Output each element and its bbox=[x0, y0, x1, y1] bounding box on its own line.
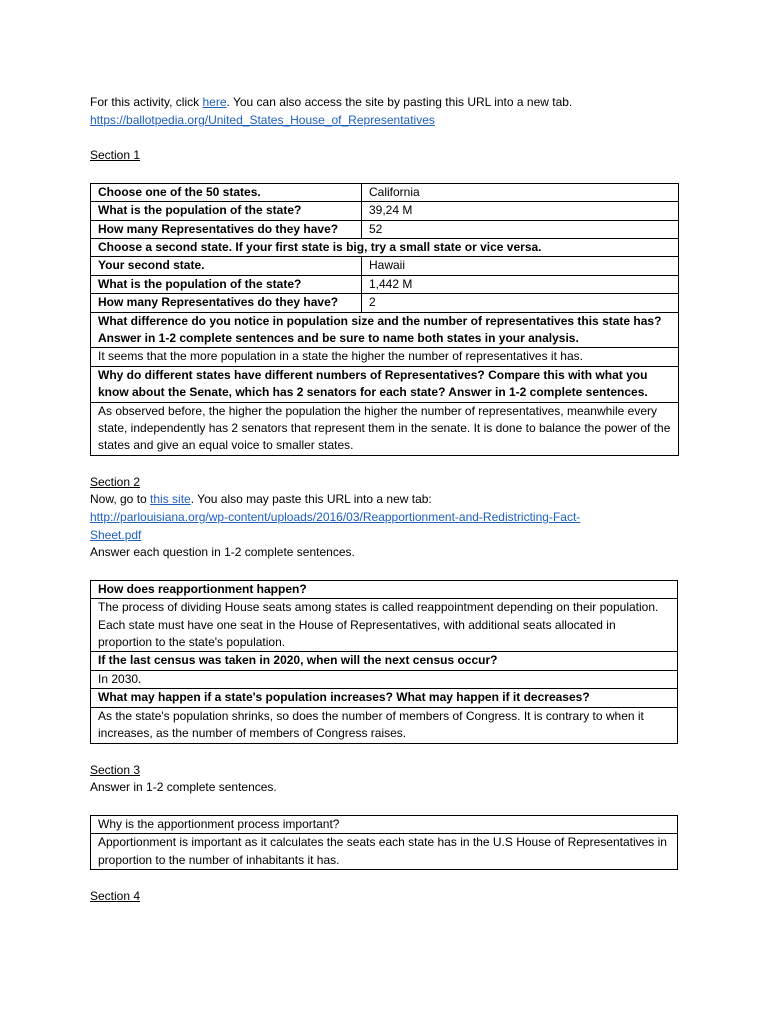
question-cell: Why is the apportionment process important? bbox=[91, 815, 678, 833]
section-4-heading: Section 4 bbox=[90, 888, 141, 903]
table-row bbox=[91, 366, 679, 402]
answer-cell: In 2030. bbox=[91, 670, 678, 688]
section-2-text-after: . You also may paste this URL into a new tab: bbox=[190, 492, 432, 507]
section-3-table bbox=[90, 815, 678, 870]
section-2-text-before: Now, go to bbox=[90, 492, 151, 507]
this-site-link[interactable]: this site bbox=[150, 492, 191, 507]
answer-cell: 2 bbox=[362, 294, 679, 312]
table-row bbox=[91, 599, 678, 652]
section-3-instruction: Answer in 1-2 complete sentences. bbox=[90, 780, 277, 795]
parlouisiana-url-link-continued[interactable]: Sheet.pdf bbox=[90, 527, 142, 542]
table-row bbox=[91, 312, 679, 348]
intro-line bbox=[90, 94, 678, 112]
question-cell: Your second state. bbox=[91, 257, 362, 275]
table-row bbox=[91, 707, 678, 743]
answer-cell: 52 bbox=[362, 220, 679, 238]
intro-text-after: . You can also access the site by pasting this URL into a new tab. bbox=[226, 95, 573, 109]
parlouisiana-url-link[interactable]: http://parlouisiana.org/wp-content/uploads/2016/03/Reapportionment-and-Redistricting-Fact- bbox=[90, 510, 581, 525]
answer-cell: Apportionment is important as it calculates the seats each state has in the U.S House of Representatives in proportion to the number of inhabitants it has. bbox=[91, 834, 678, 870]
answer-cell: As observed before, the higher the population the higher the number of representatives, meanwhile every state, independently has 2 senators that represent them in the senate. It is done to balance the power of the states and give an equal voice to smaller states. bbox=[91, 402, 679, 455]
table-row bbox=[91, 294, 679, 312]
table-row bbox=[91, 689, 678, 707]
question-cell: What is the population of the state? bbox=[91, 275, 362, 293]
table-row bbox=[91, 834, 678, 870]
table-row bbox=[91, 652, 678, 670]
answer-cell: 39,24 M bbox=[362, 202, 679, 220]
section-2-instruction: Answer each question in 1-2 complete sentences. bbox=[90, 545, 355, 560]
table-row bbox=[91, 257, 679, 275]
question-cell: Why do different states have different numbers of Representatives? Compare this with what you know about the Senate, which has 2 senators for each state? Answer in 1-2 complete sentences. bbox=[91, 366, 679, 402]
table-row bbox=[91, 183, 679, 201]
table-row bbox=[91, 275, 679, 293]
answer-cell: It seems that the more population in a state the higher the number of representatives it has. bbox=[91, 348, 679, 366]
table-row bbox=[91, 815, 678, 833]
question-cell: What may happen if a state's population increases? What may happen if it decreases? bbox=[91, 689, 678, 707]
table-row bbox=[91, 239, 679, 257]
table-row bbox=[91, 348, 679, 366]
question-cell: What difference do you notice in population size and the number of representatives this state has? Answer in 1-2 complete sentences and be sure to name both states in your analysis. bbox=[91, 312, 679, 348]
question-cell: If the last census was taken in 2020, when will the next census occur? bbox=[91, 652, 678, 670]
table-row bbox=[91, 202, 679, 220]
question-cell: How many Representatives do they have? bbox=[91, 220, 362, 238]
table-row bbox=[91, 220, 679, 238]
answer-cell: Hawaii bbox=[362, 257, 679, 275]
section-1-table bbox=[90, 183, 679, 456]
answer-cell: 1,442 M bbox=[362, 275, 679, 293]
here-link[interactable]: here bbox=[202, 95, 227, 109]
table-row bbox=[91, 580, 678, 598]
question-cell: Choose one of the 50 states. bbox=[91, 183, 362, 201]
table-row bbox=[91, 402, 679, 455]
section-3-heading: Section 3 bbox=[90, 762, 141, 777]
question-cell: What is the population of the state? bbox=[91, 202, 362, 220]
question-cell: Choose a second state. If your first state is big, try a small state or vice versa. bbox=[91, 239, 679, 257]
question-cell: How many Representatives do they have? bbox=[91, 294, 362, 312]
answer-cell: California bbox=[362, 183, 679, 201]
section-2-intro bbox=[90, 491, 678, 509]
section-2-heading: Section 2 bbox=[90, 474, 141, 489]
section-1-heading: Section 1 bbox=[90, 148, 141, 163]
answer-cell: The process of dividing House seats among states is called reappointment depending on their population. Each state must have one seat in the House of Representatives, with additional seats allocated in proportion to the state's population. bbox=[91, 599, 678, 652]
document-page bbox=[90, 94, 678, 906]
table-row bbox=[91, 670, 678, 688]
section-2-table bbox=[90, 580, 678, 744]
answer-cell: As the state's population shrinks, so does the number of members of Congress. It is contrary to when it increases, as the number of members of Congress raises. bbox=[91, 707, 678, 743]
ballotpedia-url-link[interactable]: https://ballotpedia.org/United_States_House_of_Representatives bbox=[90, 112, 435, 127]
question-cell: How does reapportionment happen? bbox=[91, 580, 678, 598]
intro-text-before: For this activity, click bbox=[90, 95, 203, 109]
